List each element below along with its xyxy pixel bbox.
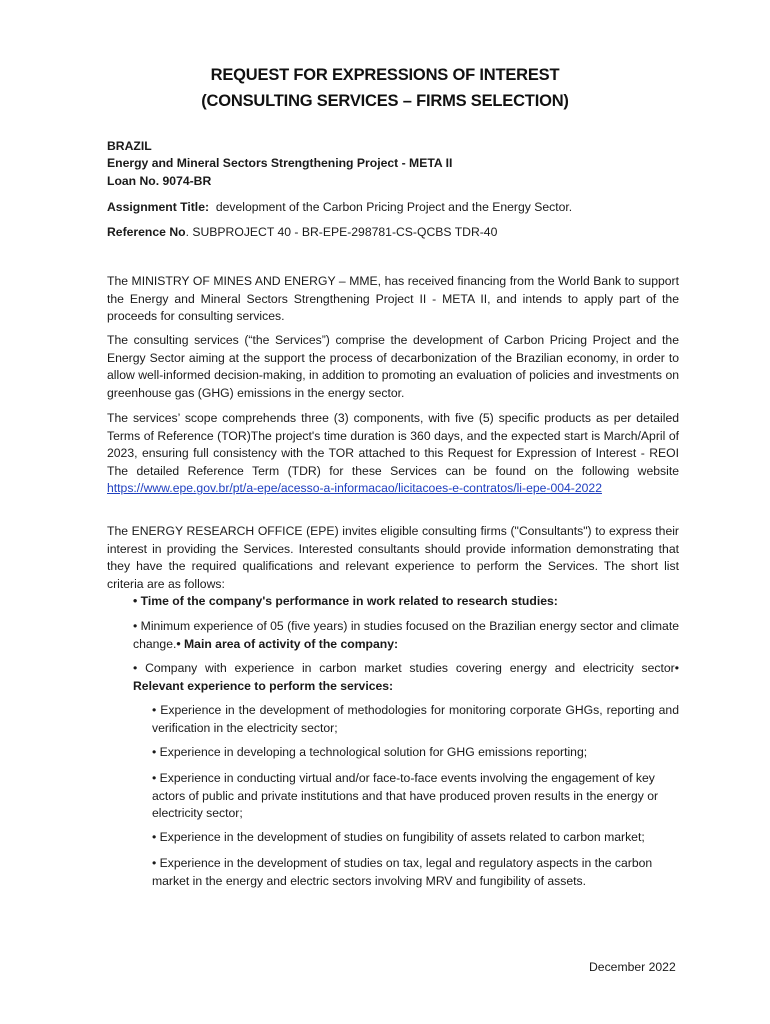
experience-item: • Experience in the development of studies on tax, legal and regulatory aspects in the carbon market in the energy and electric sectors involving MRV and fungibility of assets. xyxy=(152,856,653,888)
criterion-company-experience-text: • Company with experience in carbon market studies covering energy and electricity sector• xyxy=(133,661,679,675)
criterion-time-of-performance: • Time of the company's performance in work related to research studies: xyxy=(133,594,558,608)
paragraph-services: The consulting services (“the Services”) comprise the development of Carbon Pricing Project and the Energy Sector aiming at the support the process of decarbonization of the Brazilian economy, in order to allow well-informed decision-making, in addition to promoting an evaluation of policies and investments on greenhouse gas (GHG) emissions in the energy sector. xyxy=(107,333,679,400)
experience-item: • Experience in conducting virtual and/or face-to-face events involving the engagement of key actors of public and private institutions and that have produced proven results in the energy or electricity sector; xyxy=(152,771,659,821)
reference-value: . SUBPROJECT 40 - BR-EPE-298781-CS-QCBS TDR-40 xyxy=(185,225,498,239)
document-title-line2: (CONSULTING SERVICES – FIRMS SELECTION) xyxy=(201,92,569,110)
criterion-main-area-heading: • Main area of activity of the company: xyxy=(176,636,399,651)
criterion-relevant-experience-heading: Relevant experience to perform the services: xyxy=(133,678,394,693)
scope-text: The services’ scope comprehends three (3) components, with five (5) specific products as per detailed Terms of Reference (TOR)The project's time duration is 360 days, and the expected start is March/April of 2023, ensuring full consistency with the TOR attached to this Request for Expression of Interest - REOI The detailed Reference Term (TDR) for these Services can be found on the following website xyxy=(107,411,679,478)
criterion-minimum-experience-text: • Minimum experience of 05 (five years) in studies focused on the Brazilian energy sector and climate change. xyxy=(133,619,679,651)
project-name: Energy and Mineral Sectors Strengthening Project - META II xyxy=(107,156,453,170)
criterion-minimum-experience xyxy=(133,618,679,653)
reference-number xyxy=(107,224,679,242)
reference-label: Reference No xyxy=(107,225,186,239)
document-date: December 2022 xyxy=(589,960,676,974)
paragraph-financing: The MINISTRY OF MINES AND ENERGY – MME, has received financing from the World Bank to support the Energy and Mineral Sectors Strengthening Project II - META II, and intends to apply part of the proceeds for consulting services. xyxy=(107,274,679,324)
tdr-website-link[interactable]: https://www.epe.gov.br/pt/a-epe/acesso-a-informacao/licitacoes-e-contratos/li-epe-004-2022 xyxy=(107,481,602,496)
experience-item: • Experience in developing a technological solution for GHG emissions reporting; xyxy=(152,745,588,759)
experience-item: • Experience in the development of studies on fungibility of assets related to carbon market; xyxy=(152,830,645,844)
paragraph-invitation: The ENERGY RESEARCH OFFICE (EPE) invites eligible consulting firms ("Consultants") to express their interest in providing the Services. Interested consultants should provide information demonstrating that they have the required qualifications and relevant experience to perform the Services. The short list criteria are as follows: xyxy=(107,524,679,591)
loan-number: Loan No. 9074-BR xyxy=(107,174,212,188)
assignment-value: development of the Carbon Pricing Project and the Energy Sector. xyxy=(215,200,573,214)
assignment-label: Assignment Title: xyxy=(107,200,210,214)
country: BRAZIL xyxy=(107,139,152,153)
document-title-line1: REQUEST FOR EXPRESSIONS OF INTEREST xyxy=(210,66,560,84)
assignment-title xyxy=(107,199,679,217)
experience-item: • Experience in the development of methodologies for monitoring corporate GHGs, reporting and verification in the electricity sector; xyxy=(152,703,679,735)
criterion-company-experience xyxy=(133,660,679,695)
paragraph-scope xyxy=(107,410,679,498)
